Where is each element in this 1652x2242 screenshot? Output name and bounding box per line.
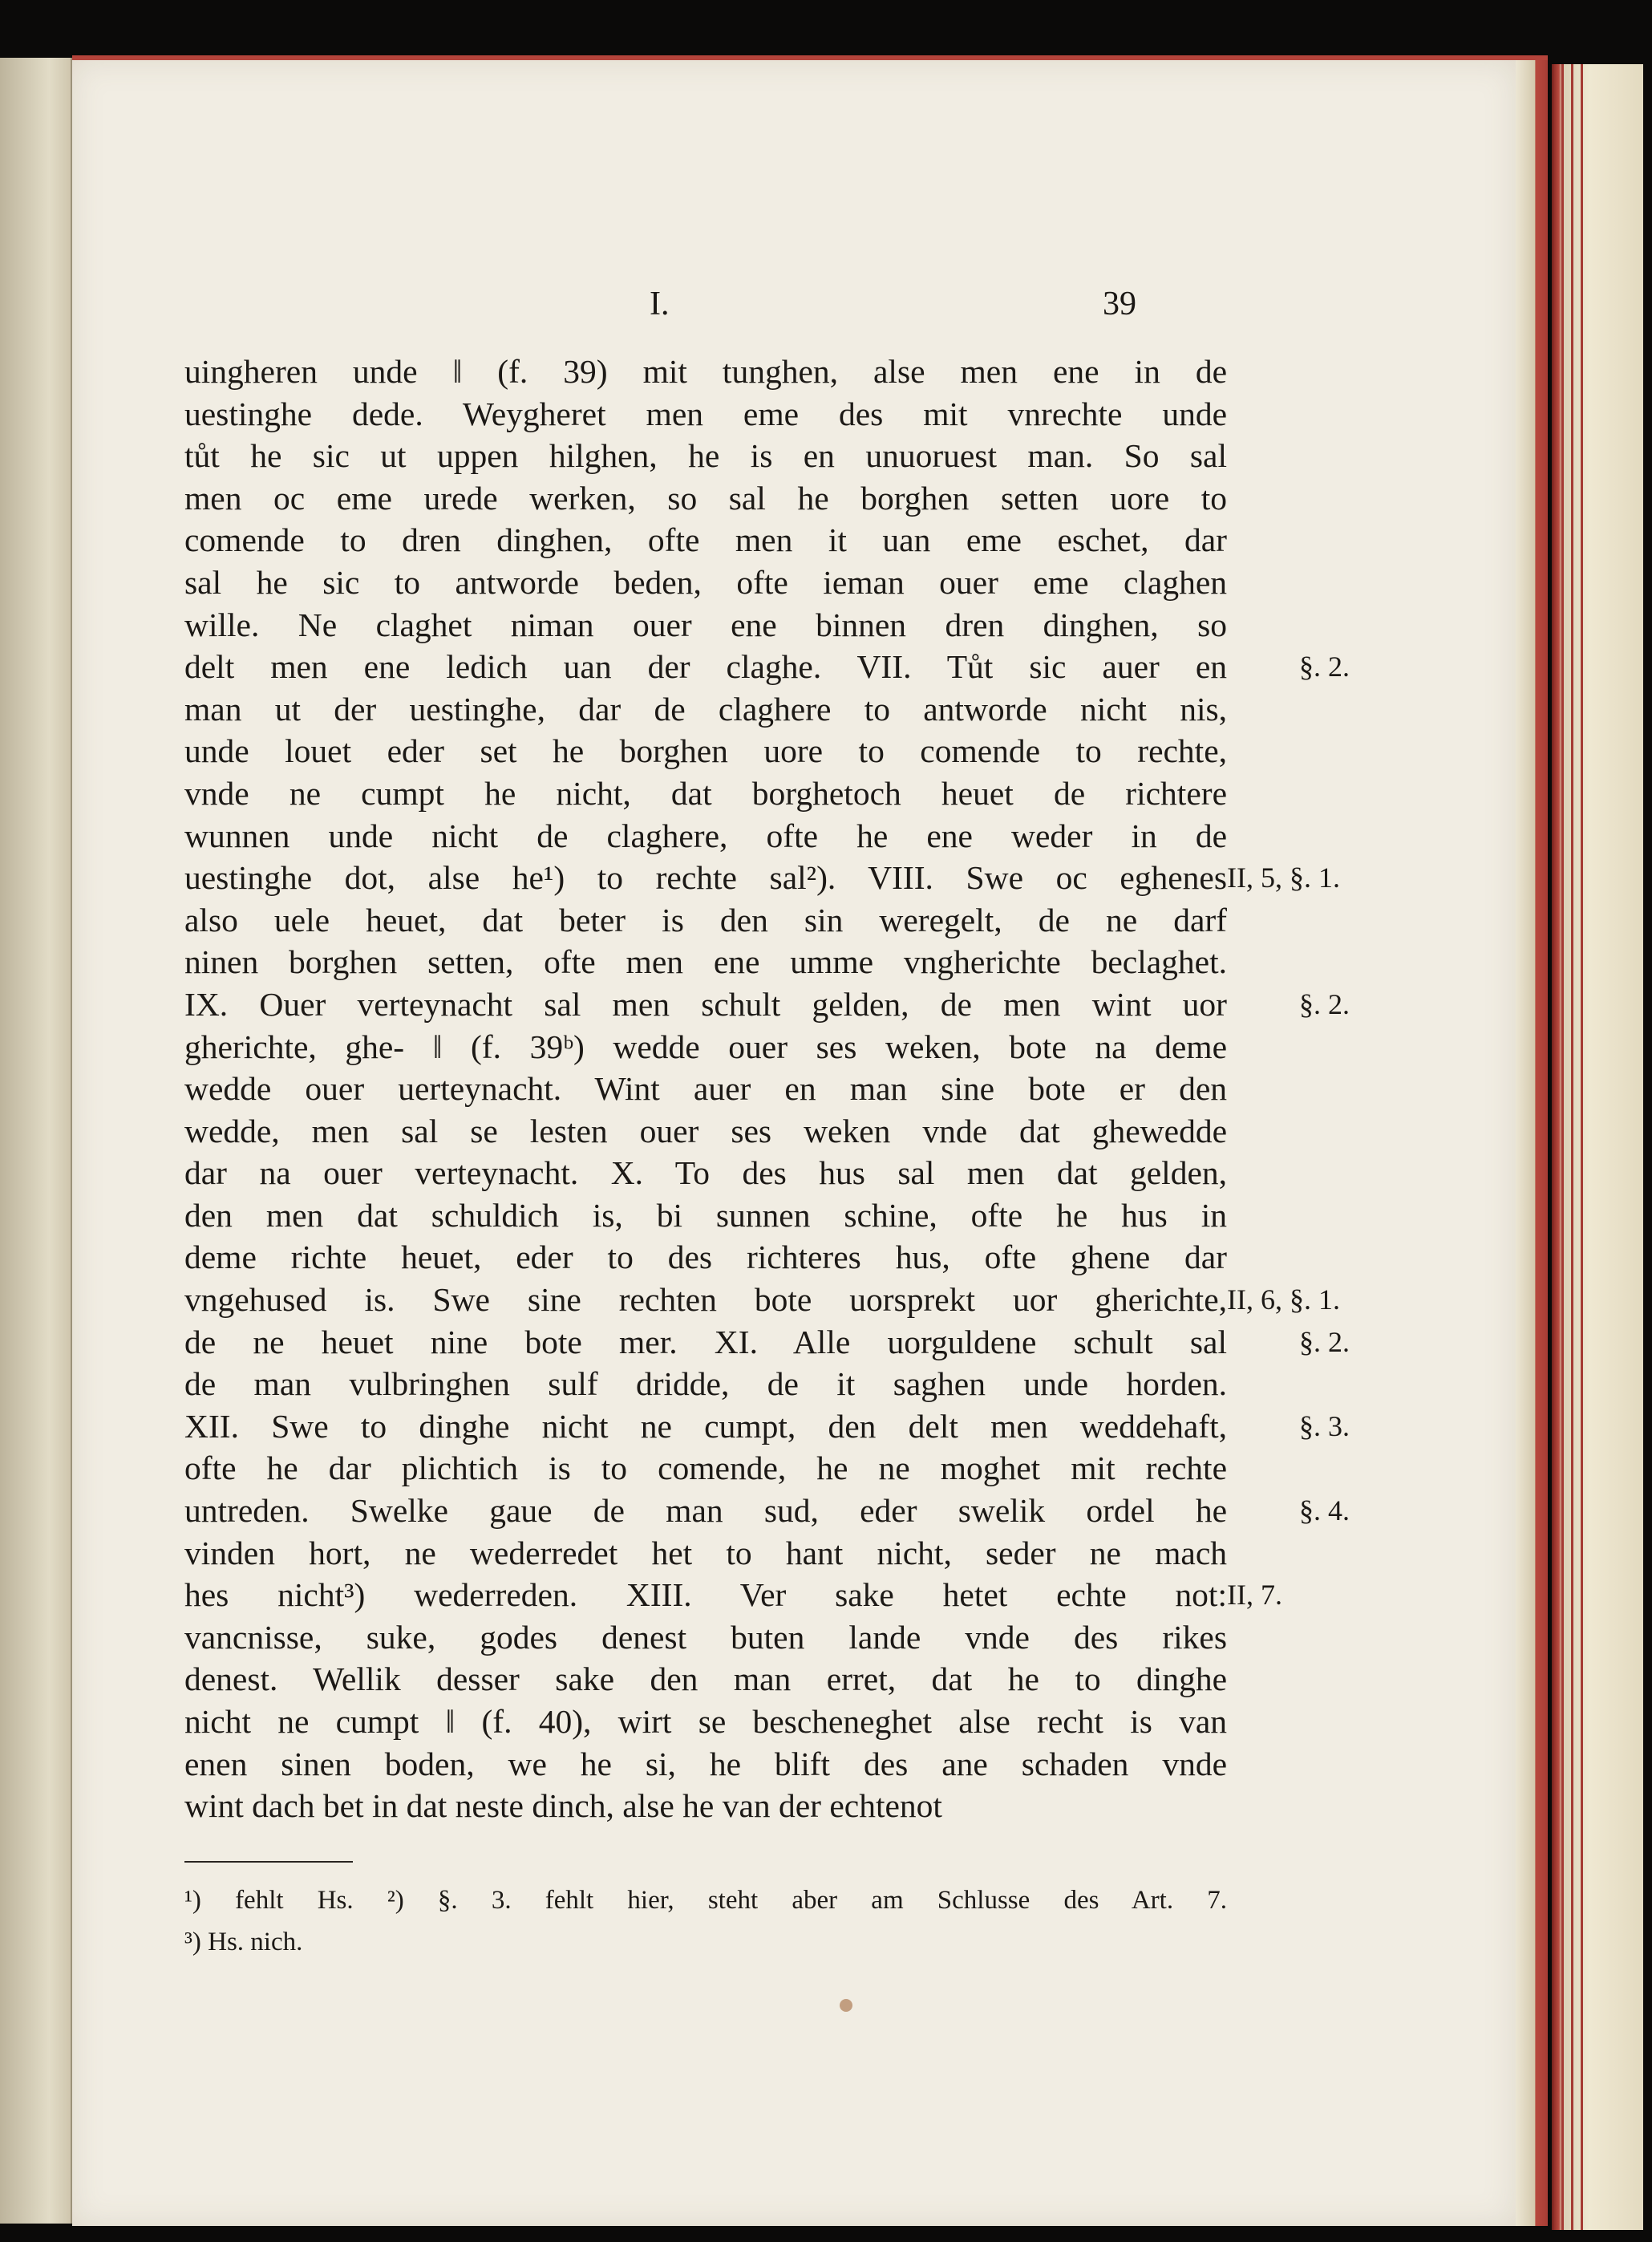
cover-edge <box>1552 64 1643 2230</box>
text-line: unde louet eder set he borghen uore to comende to rechte, <box>184 732 1227 770</box>
text-line: nicht ne cumpt ‖ (f. 40), wirt se bescheneghet alse recht is van <box>184 1703 1227 1740</box>
book-page <box>72 60 1516 2226</box>
section-marker: I. <box>650 286 670 322</box>
text-line: also uele heuet, dat beter is den sin weregelt, de ne darf <box>184 901 1227 939</box>
text-line: hes nicht³) wederreden. XIII. Ver sake hetet echte not: <box>184 1576 1227 1614</box>
page-edge-strip <box>1571 64 1573 2230</box>
text-line: gherichte, ghe- ‖ (f. 39ᵇ) wedde ouer ses weken, bote na deme <box>184 1028 1227 1065</box>
page-header <box>72 285 1516 333</box>
text-line: ninen borghen setten, ofte men ene umme vngherichte beclaghet. <box>184 943 1227 981</box>
text-line: wunnen unde nicht de claghere, ofte he ene weder in de <box>184 817 1227 854</box>
footnotes <box>184 1879 1227 1963</box>
marginal-reference: II, 6, §. 1. <box>1227 1283 1340 1316</box>
page-edge-strip <box>1561 64 1564 2230</box>
text-line: IX. Ouer verteynacht sal men schult gelden, de men wint uor <box>184 985 1227 1023</box>
text-line: comende to dren dinghen, ofte men it uan eme eschet, dar <box>184 521 1227 559</box>
page-red-edge-right <box>1516 60 1548 2226</box>
page-edge-strip <box>1581 64 1583 2230</box>
text-line: sal he sic to antworde beden, ofte ieman ouer eme claghen <box>184 563 1227 601</box>
text-line: wedde ouer uerteynacht. Wint auer en man sine bote er den <box>184 1070 1227 1108</box>
text-line: vngehused is. Swe sine rechten bote uorsprekt uor gherichte, <box>184 1281 1227 1319</box>
footnote-rule <box>184 1861 353 1863</box>
marginal-reference: II, 7. <box>1227 1579 1282 1611</box>
text-line: uestinghe dede. Weygheret men eme des mit vnrechte unde <box>184 395 1227 432</box>
text-line: uingheren unde ‖ (f. 39) mit tunghen, alse men ene in de <box>184 353 1227 390</box>
marginal-reference: §. 3. <box>1299 1410 1350 1442</box>
text-line: untreden. Swelke gaue de man sud, eder swelik ordel he <box>184 1492 1227 1530</box>
text-line: man ut der uestinghe, dar de claghere to antworde nicht nis, <box>184 690 1227 728</box>
text-line: wedde, men sal se lesten ouer ses weken vnde dat ghewedde <box>184 1112 1227 1149</box>
text-line: delt men ene ledich uan der claghe. VII. Tůt sic auer en <box>184 648 1227 686</box>
text-line: tůt he sic ut uppen hilghen, he is en unuoruest man. So sal <box>184 437 1227 475</box>
footnote-line: ¹) fehlt Hs. ²) §. 3. fehlt hier, steht aber am Schlusse des Art. 7. <box>184 1886 1227 1915</box>
marginal-reference: §. 2. <box>1299 988 1350 1020</box>
text-line: men oc eme urede werken, so sal he borghen setten uore to <box>184 479 1227 517</box>
text-line: vnde ne cumpt he nicht, dat borghetoch heuet de richtere <box>184 774 1227 812</box>
ink-smudge <box>840 1999 852 2012</box>
marginal-reference: §. 2. <box>1299 1326 1350 1358</box>
text-line: uestinghe dot, alse he¹) to rechte sal²). VIII. Swe oc eghenes <box>184 859 1227 897</box>
text-line: wint dach bet in dat neste dinch, alse he van der echtenot <box>184 1787 942 1825</box>
text-line: vancnisse, suke, godes denest buten lande vnde des rikes <box>184 1618 1227 1656</box>
text-line: de man vulbringhen sulf dridde, de it saghen unde horden. <box>184 1365 1227 1403</box>
text-line: deme richte heuet, eder to des richteres hus, ofte ghene dar <box>184 1239 1227 1276</box>
marginal-reference: §. 2. <box>1299 651 1350 683</box>
page-red-edge-top <box>72 55 1548 60</box>
marginal-reference: §. 4. <box>1299 1494 1350 1526</box>
text-line: ofte he dar plichtich is to comende, he ne moghet mit rechte <box>184 1449 1227 1487</box>
text-line: de ne heuet nine bote mer. XI. Alle uorguldene schult sal <box>184 1323 1227 1360</box>
page-number: 39 <box>1103 286 1136 322</box>
left-page-edge <box>0 58 72 2224</box>
text-line: denest. Wellik desser sake den man erret, dat he to dinghe <box>184 1660 1227 1698</box>
footnote-line: ³) Hs. nich. <box>184 1928 303 1956</box>
text-line: enen sinen boden, we he si, he blift des ane schaden vnde <box>184 1745 1227 1782</box>
text-line: dar na ouer verteynacht. X. To des hus sal men dat gelden, <box>184 1154 1227 1192</box>
text-line: wille. Ne claghet niman ouer ene binnen dren dinghen, so <box>184 606 1227 643</box>
body-text <box>184 351 1227 1827</box>
marginal-reference: II, 5, §. 1. <box>1227 862 1340 894</box>
text-line: den men dat schuldich is, bi sunnen schine, ofte he hus in <box>184 1196 1227 1234</box>
text-line: vinden hort, ne wederredet het to hant nicht, seder ne mach <box>184 1534 1227 1571</box>
book-spread <box>0 48 1652 2242</box>
text-line: XII. Swe to dinghe nicht ne cumpt, den delt men weddehaft, <box>184 1407 1227 1445</box>
